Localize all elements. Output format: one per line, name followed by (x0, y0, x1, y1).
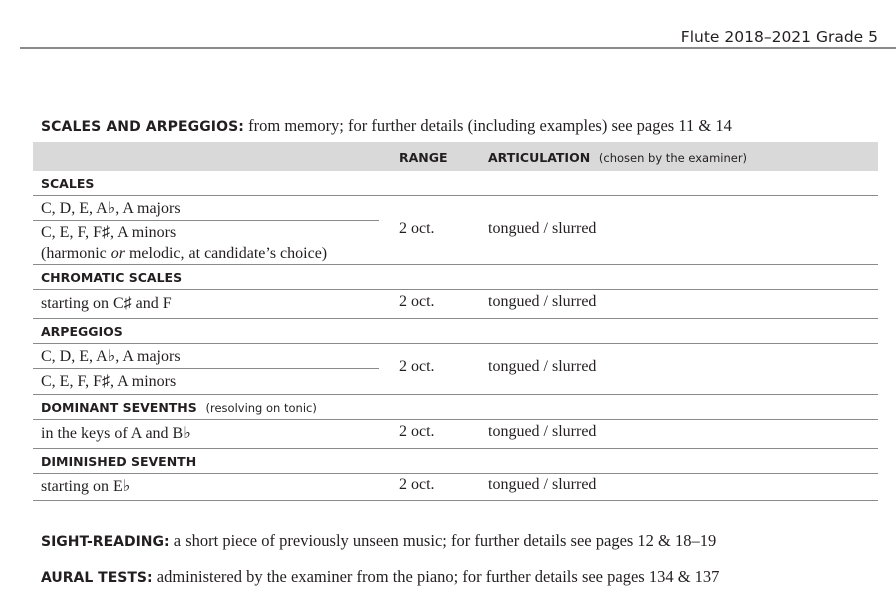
section-title: ARPEGGIOS (33, 319, 878, 344)
table-row (33, 474, 878, 501)
table-header (33, 142, 878, 171)
section-title: CHROMATIC SCALES (33, 265, 878, 290)
sight-reading-line (41, 531, 716, 551)
articulation-cell: tongued / slurred (488, 293, 597, 310)
articulation-column-header (488, 150, 747, 165)
page-header: Flute 2018–2021 Grade 5 (680, 28, 878, 46)
range-cell: 2 oct. (399, 220, 435, 237)
row-item-text: C, D, E, A♭, A majors (41, 348, 181, 365)
section-title: SCALES (33, 171, 878, 196)
row-item-text: starting on C♯ and F (41, 295, 172, 312)
range-cell: 2 oct. (399, 358, 435, 375)
articulation-column-label: ARTICULATION (488, 150, 591, 165)
section-chromatic-scales (33, 265, 878, 319)
section-title-text: DOMINANT SEVENTHS (41, 400, 197, 415)
range-cell: 2 oct. (399, 423, 435, 440)
articulation-column-note: (chosen by the examiner) (598, 151, 748, 165)
row-item-text: C, E, F, F♯, A minors (41, 224, 177, 241)
table-row (33, 196, 878, 265)
articulation-cell: tongued / slurred (488, 358, 597, 375)
articulation-cell: tongued / slurred (488, 423, 597, 440)
row-item-text: in the keys of A and B♭ (41, 425, 191, 442)
header-rule (20, 47, 896, 49)
aural-tests-text: administered by the examiner from the piano; for further details see pages 134 & 137 (152, 567, 720, 586)
section-dominant-sevenths (33, 395, 878, 449)
table-row (33, 344, 878, 395)
section-arpeggios (33, 319, 878, 395)
scales-intro-text: from memory; for further details (including examples) see pages 11 & 14 (244, 116, 732, 135)
section-title-note: (resolving on tonic) (205, 401, 317, 415)
section-title: DIMINISHED SEVENTH (33, 449, 878, 474)
articulation-cell: tongued / slurred (488, 220, 597, 237)
scales-intro-label: SCALES AND ARPEGGIOS: (41, 119, 244, 135)
row-item-text: C, E, F, F♯, A minors (41, 373, 177, 390)
sight-reading-text: a short piece of previously unseen music; for further details see pages 12 & 18–19 (169, 531, 717, 550)
aural-tests-line (41, 567, 719, 587)
section-title (33, 395, 878, 420)
section-scales (33, 171, 878, 265)
sight-reading-label: SIGHT-READING: (41, 534, 170, 550)
row-item-note: (harmonic (41, 245, 111, 262)
row-item (33, 221, 878, 264)
table-row (33, 290, 878, 319)
articulation-cell: tongued / slurred (488, 476, 597, 493)
row-item-note-emphasis: or (110, 245, 125, 262)
aural-tests-label: AURAL TESTS: (41, 570, 153, 586)
row-item-note-end: melodic, at candidate’s choice) (124, 245, 328, 262)
requirements-table (33, 142, 878, 501)
row-item (33, 196, 379, 221)
range-cell: 2 oct. (399, 476, 435, 493)
row-item-text: starting on E♭ (41, 478, 131, 495)
range-cell: 2 oct. (399, 293, 435, 310)
range-column-header: RANGE (399, 150, 448, 165)
scales-intro (41, 116, 732, 136)
row-item (33, 344, 379, 369)
table-row (33, 420, 878, 449)
row-item-text: C, D, E, A♭, A majors (41, 200, 181, 217)
section-diminished-seventh (33, 449, 878, 501)
